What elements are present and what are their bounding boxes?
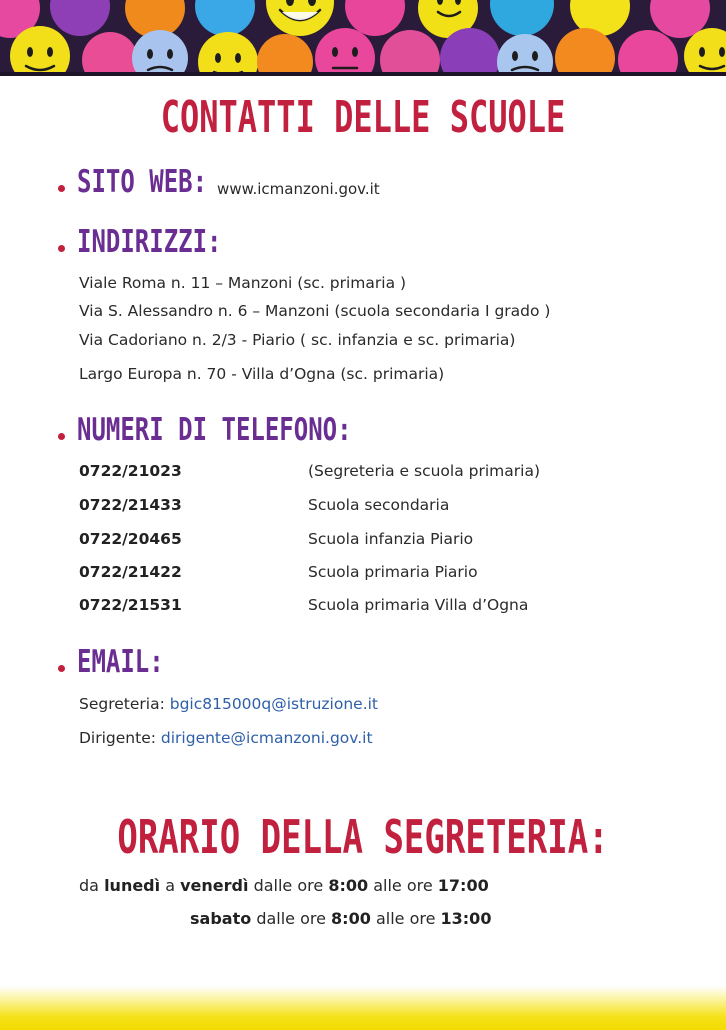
page-title: CONTATTI DELLE SCUOLE — [160, 91, 566, 143]
email-link[interactable]: bgic815000q@istruzione.it — [169, 695, 379, 713]
address-line: Via S. Alessandro n. 6 – Manzoni (scuola secondaria I grado ) — [79, 302, 551, 320]
addresses-heading: INDIRIZZI: — [77, 223, 222, 260]
email-heading: EMAIL: — [77, 643, 164, 680]
address-line: Largo Europa n. 70 - Villa d’Ogna (sc. primaria) — [79, 365, 445, 383]
phones-section — [58, 411, 352, 448]
hours-sat-day: sabato — [190, 909, 252, 928]
email-label: Segreteria: — [79, 695, 165, 713]
phone-number[interactable]: 0722/20465 — [79, 530, 182, 548]
bullet-icon — [58, 433, 65, 440]
hours-from-day: lunedì — [104, 876, 161, 895]
phone-number[interactable]: 0722/21422 — [79, 563, 182, 581]
addresses-section — [58, 223, 222, 260]
hours-mid: a — [165, 876, 176, 895]
banner-edge — [0, 72, 726, 76]
hours-sat-start: 8:00 — [331, 909, 371, 928]
website-section — [58, 163, 380, 200]
phone-number[interactable]: 0722/21433 — [79, 496, 182, 514]
hours-sat-from-word: dalle ore — [256, 909, 326, 928]
smiley-banner — [0, 0, 726, 76]
phone-number[interactable]: 0722/21023 — [79, 462, 182, 480]
phone-description: Scuola primaria Piario — [308, 563, 478, 581]
hours-weekday — [79, 876, 489, 895]
website-heading: SITO WEB: — [77, 163, 208, 200]
phone-number[interactable]: 0722/21531 — [79, 596, 182, 614]
address-line: Via Cadoriano n. 2/3 - Piario ( sc. infanzia e sc. primaria) — [79, 331, 516, 349]
phone-description: Scuola secondaria — [308, 496, 450, 514]
hours-sat-end: 13:00 — [440, 909, 492, 928]
hours-title: ORARIO DELLA SEGRETERIA: — [117, 811, 609, 865]
phone-description: (Segreteria e scuola primaria) — [308, 462, 540, 480]
phone-description: Scuola primaria Villa d’Ogna — [308, 596, 529, 614]
hours-sat-to-word: alle ore — [375, 909, 436, 928]
address-line: Viale Roma n. 11 – Manzoni (sc. primaria ) — [79, 274, 407, 292]
email-row — [79, 695, 378, 713]
hours-to-word: alle ore — [373, 876, 433, 895]
bullet-icon — [58, 665, 65, 672]
hours-saturday — [190, 909, 491, 928]
hours-end: 17:00 — [437, 876, 489, 895]
phones-heading: NUMERI DI TELEFONO: — [77, 411, 352, 448]
email-section — [58, 643, 164, 680]
bottom-band — [0, 986, 726, 1030]
email-link[interactable]: dirigente@icmanzoni.gov.it — [160, 729, 373, 747]
bullet-icon — [58, 245, 65, 252]
bullet-icon — [58, 185, 65, 192]
hours-start: 8:00 — [328, 876, 369, 895]
phone-description: Scuola infanzia Piario — [308, 530, 474, 548]
smiley-pattern-icon — [0, 0, 726, 76]
email-row — [79, 729, 373, 747]
hours-prefix: da — [79, 876, 99, 895]
hours-to-day: venerdì — [180, 876, 249, 895]
website-url[interactable]: www.icmanzoni.gov.it — [217, 180, 380, 198]
email-label: Dirigente: — [79, 729, 156, 747]
hours-from-word: dalle ore — [253, 876, 324, 895]
